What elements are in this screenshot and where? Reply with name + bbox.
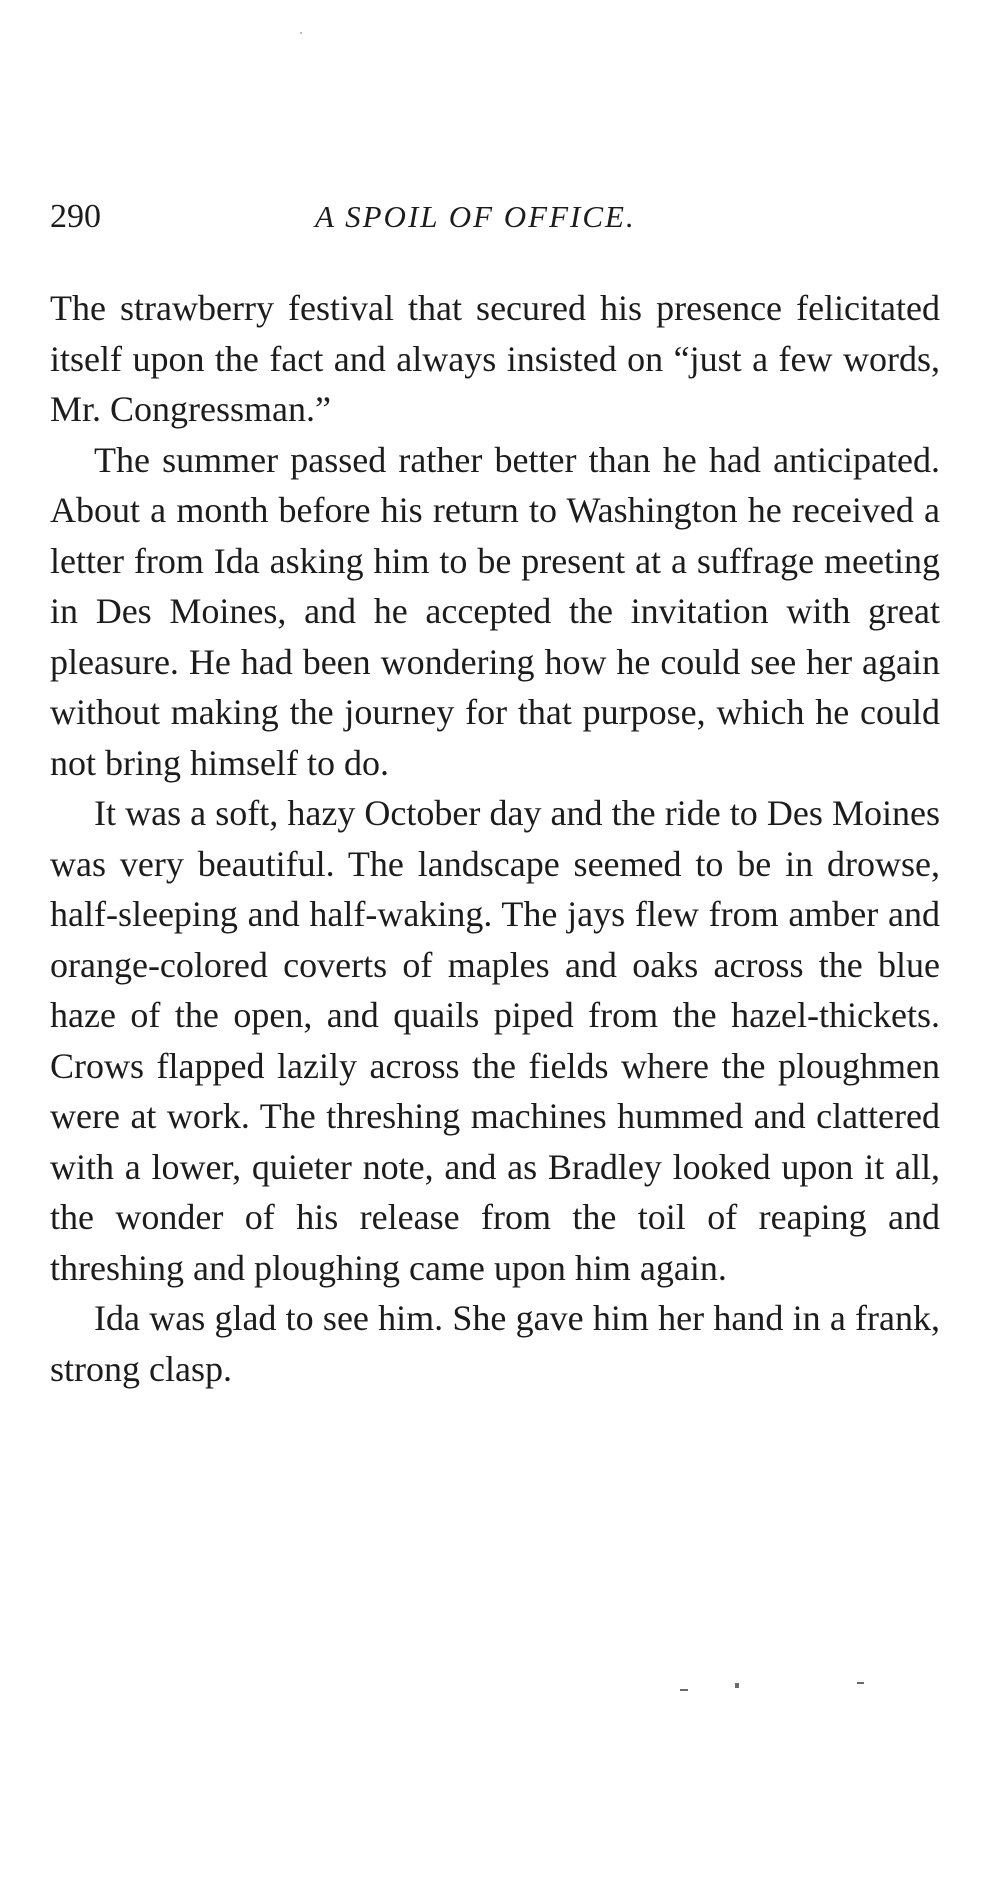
scan-marks bbox=[680, 1680, 880, 1700]
scan-mark bbox=[735, 1683, 739, 1688]
paragraph: Ida was glad to see him. She gave him her hand in a frank, strong clasp. bbox=[50, 1298, 940, 1389]
scan-mark bbox=[680, 1689, 688, 1691]
scan-mark bbox=[857, 1682, 864, 1684]
paragraph: The summer passed rather better than he had anticipated. About a month before his return to Washington he received a letter from Ida asking him to be present at a suffrage meeting in Des Moines, and he accepted the invitation with great pleasure. He had been wondering how he could see her again without making the journey for that purpose, which he could not bring himself to do. bbox=[50, 439, 940, 783]
paragraph: The strawberry festival that secured his presence felicitated itself upon the fact and always insisted on “just a few words, Mr. Congressman.” bbox=[50, 288, 940, 429]
body-text bbox=[50, 283, 940, 1394]
scan-speck bbox=[300, 32, 302, 34]
page-number: 290 bbox=[50, 198, 101, 235]
page-header bbox=[50, 192, 950, 242]
running-title: A SPOIL OF OFFICE. bbox=[315, 199, 636, 234]
paragraph: It was a soft, hazy October day and the ride to Des Moines was very beautiful. The landscape seemed to be in drowse, half-sleeping and half-waking. The jays flew from amber and orange-colored coverts of maples and oaks across the blue haze of the open, and quails piped from the hazel-thickets. Crows flapped lazily across the fields where the ploughmen were at work. The threshing machines hummed and clattered with a lower, quieter note, and as Bradley looked upon it all, the wonder of his release from the toil of reaping and threshing and ploughing came upon him again. bbox=[50, 793, 940, 1288]
